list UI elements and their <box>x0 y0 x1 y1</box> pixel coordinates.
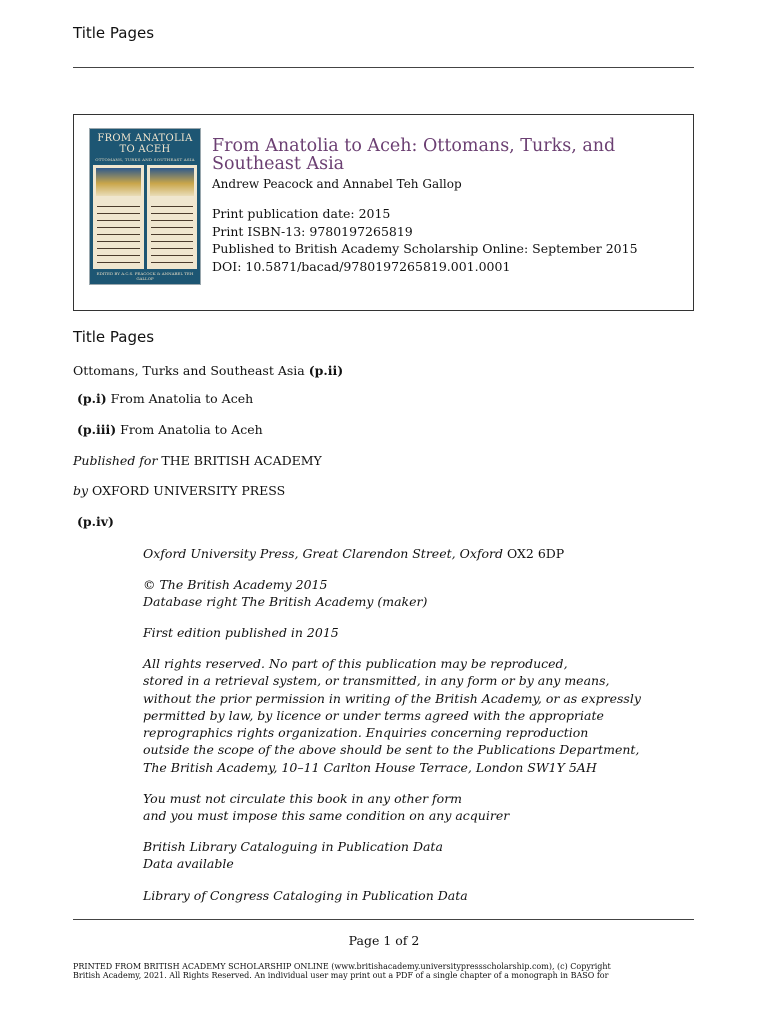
footer-divider <box>73 919 694 920</box>
manuscript-right <box>147 165 198 269</box>
footer-copyright-note: PRINTED FROM BRITISH ACADEMY SCHOLARSHIP ONLINE (www.britishacademy.universitypressscholarship.com), (c) Copyright British Academy, 2021. All Rights Reserved. An individual user may print out a PDF of a single chapter of a monograph in BASO for <box>73 962 611 980</box>
published-online: Published to British Academy Scholarship Online: September 2015 <box>212 241 638 256</box>
publisher-line: by OXFORD UNIVERSITY PRESS <box>73 483 286 498</box>
running-header: Title Pages <box>73 24 155 42</box>
circulation-condition: You must not circulate this book in any other form and you must impose this same condition on any acquirer <box>143 791 510 824</box>
cover-title: FROM ANATOLIA TO ACEH <box>97 133 193 155</box>
rights-statement: All rights reserved. No part of this publication may be reproduced, stored in a retrieval system, or transmitted, in any form or by any means, without the prior permission in writing of the British Academy, or as expressly permitted by law, by licence or under terms agreed with the appropriate reprographics rights organization. Enquiries concerning reproduction outside the scope of the above should be sent to the Publications Department, The British Academy, 10–11 Carlton House Terrace, London SW1Y 5AH <box>143 656 641 775</box>
section-heading: Title Pages <box>73 328 155 346</box>
book-authors: Andrew Peacock and Annabel Teh Gallop <box>212 177 462 191</box>
book-cover-image[interactable] <box>89 128 201 285</box>
first-edition: First edition published in 2015 <box>143 625 339 640</box>
book-metadata <box>212 205 638 275</box>
page-marker: (p.i) <box>77 391 107 406</box>
page-marker: (p.ii) <box>308 363 344 378</box>
print-publication-date: Print publication date: 2015 <box>212 206 391 221</box>
page-number: Page 1 of 2 <box>348 933 420 948</box>
manuscript-left <box>93 165 144 269</box>
copyright-notice: © The British Academy 2015 Database right The British Academy (maker) <box>143 577 428 610</box>
publisher-address: Oxford University Press, Great Clarendon Street, Oxford OX2 6DP <box>143 546 565 561</box>
book-title-link[interactable]: From Anatolia to Aceh: Ottomans, Turks, and Southeast Asia <box>212 136 616 174</box>
page-marker-piv: (p.iv) <box>77 514 114 529</box>
title-line: (p.iii) From Anatolia to Aceh <box>77 422 263 437</box>
british-library-cip: British Library Cataloguing in Publication Data Data available <box>143 839 443 872</box>
print-isbn: Print ISBN-13: 9780197265819 <box>212 223 413 239</box>
half-title-line: (p.i) From Anatolia to Aceh <box>77 391 254 406</box>
doi: DOI: 10.5871/bacad/9780197265819.001.0001 <box>212 258 511 274</box>
page-marker: (p.iii) <box>77 422 117 437</box>
cover-editors: EDITED BY A.C.S. PEACOCK & ANNABEL TEH GALLOP <box>96 271 194 281</box>
published-for-line: Published for THE BRITISH ACADEMY <box>73 453 322 468</box>
cover-artwork <box>93 165 197 269</box>
series-title-line: Ottomans, Turks and Southeast Asia (p.ii) <box>73 363 344 378</box>
book-info-box <box>73 114 694 311</box>
cover-subtitle: OTTOMANS, TURKS AND SOUTHEAST ASIA <box>95 157 195 162</box>
header-divider <box>73 67 694 68</box>
library-of-congress-cip: Library of Congress Cataloging in Publication Data <box>143 888 468 903</box>
